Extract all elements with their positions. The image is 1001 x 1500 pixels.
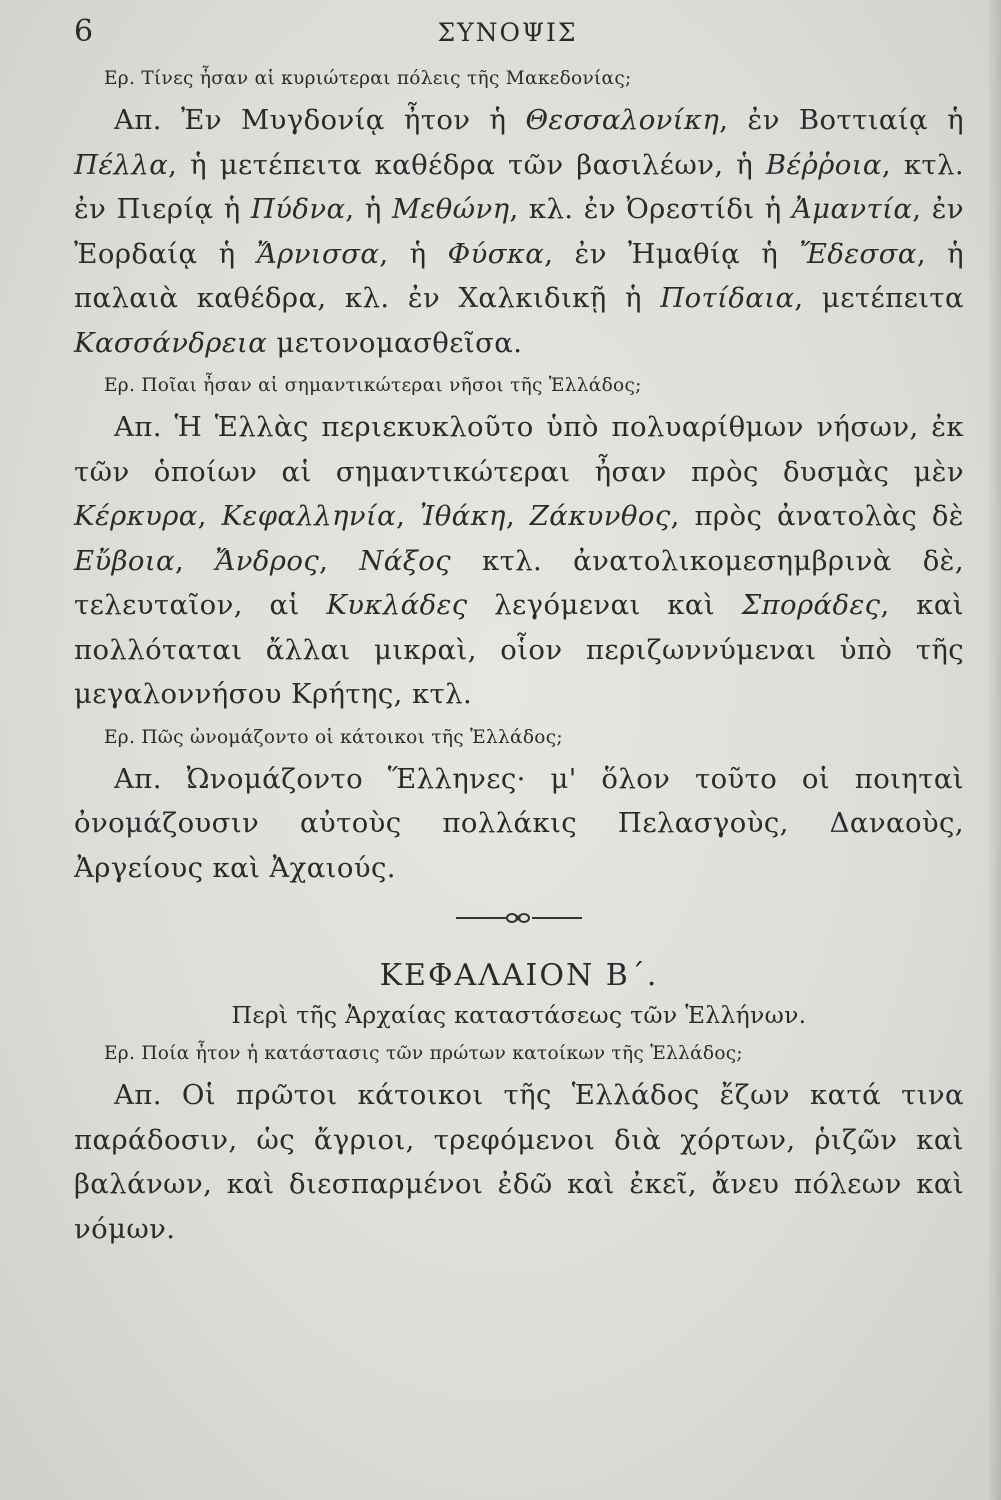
page-edge-shadow [987,0,1001,1500]
question-label: Ερ. [104,726,136,748]
answer-text: , πρὸς ἀνατολὰς δὲ [670,500,964,532]
place-name: Φύσκα [447,237,545,270]
question-text: Ποῖαι ἦσαν αἱ σημαντικώτεραι νῆσοι τῆς Ἑλλάδος; [135,375,642,396]
question-label: Ερ. [104,1043,136,1064]
place-name: Μεθώνη [391,193,510,225]
answer-text: κτλ. ἀνατολικομεσημβρινὰ δὲ, τελευταῖον, αἱ [74,544,964,621]
place-name: Ἔδεσσα [799,237,917,270]
question-label: Ερ. [104,68,136,89]
page-content [74,58,964,1257]
place-name: Κεφαλληνία [221,500,397,532]
question-label: Ερ. [104,375,136,396]
question [104,1039,964,1069]
place-name: Ἰθάκη [419,500,506,532]
question [104,723,964,753]
answer-text: , ἐν Βοττιαίᾳ ἡ [719,104,964,136]
answer [74,98,964,365]
place-name: Σποράδες [741,589,881,621]
question [104,64,964,94]
place-name: Νάξος [359,544,452,577]
page-number: 6 [74,14,94,49]
place-name: Πύδνα [250,193,346,225]
answer-text: , [505,500,530,532]
answer-text: Ὠνομάζοντο Ἕλληνες· μ' ὅλον τοῦτο οἱ ποιηταὶ ὀνομάζουσιν αὐτοὺς πολλάκις Πελασγοὺς, Δαναοὺς, Ἀργείους καὶ Ἀχαιούς. [74,762,964,884]
answer-text: , [396,500,420,532]
answer [74,757,964,891]
answer-text: Οἱ πρῶτοι κάτοικοι τῆς Ἑλλάδος ἔζων κατά τινα παράδοσιν, ὡς ἄγριοι, τρεφόμενοι διὰ χόρτων, ῥιζῶν καὶ βαλάνων, καὶ διεσπαρμένοι ἐδῶ καὶ ἐκεῖ, ἄνευ πόλεων καὶ νόμων. [74,1079,964,1245]
question-text: Ποία ἦτον ἡ κατάστασις τῶν πρώτων κατοίκων τῆς Ἑλλάδος; [135,1043,743,1064]
chapter-qa-list [74,1039,964,1251]
answer-text: , κλ. ἐν Ὀρεστίδι ἡ [509,193,792,225]
answer-text: λεγόμεναι καὶ [467,589,742,621]
answer-text: , ἐν Ἠμαθίᾳ ἡ [544,237,800,270]
answer-text: , κτλ. ἐν Πιερίᾳ ἡ [74,148,964,225]
answer [74,1073,964,1251]
place-name: Ποτίδαια [660,282,795,314]
place-name: Ἀμαντία [791,193,913,225]
answer-label: Απ. [114,1079,182,1111]
question-text: Τίνες ἦσαν αἱ κυριώτεραι πόλεις τῆς Μακεδονίας; [135,68,632,89]
running-title: ΣΥΝΟΨΙΣ [437,18,578,47]
place-name: Κέρκυρα [74,500,198,532]
answer-text: , μετέπειτα [794,282,964,314]
answer-text: , ἡ παλαιὰ καθέδρα, κλ. ἐν Χαλκιδικῇ ἡ [74,237,964,314]
answer-text: , [319,544,360,577]
chapter-title: ΚΕΦΑΛΑΙΟΝ Β΄. [379,958,659,993]
answer-label: Απ. [114,411,175,443]
ornamental-divider [454,908,584,928]
place-name: Κυκλάδες [326,589,468,621]
chapter-subtitle: Περὶ τῆς Ἀρχαίας καταστάσεως τῶν Ἑλλήνων. [231,1001,807,1029]
answer-text: , ἡ [379,237,448,270]
answer-label: Απ. [114,762,187,795]
question-text: Πῶς ὠνομάζοντο οἱ κάτοικοι τῆς Ἑλλάδος; [135,726,563,748]
answer-text: μετονομασθεῖσα. [267,326,523,359]
place-name: Εὔβοια [74,544,175,577]
answer [74,405,964,717]
answer-text: Ἐν Μυγδονίᾳ ἦτον ἡ [180,104,526,136]
place-name: Κασσάνδρεια [74,326,268,359]
place-name: Ἄνδρος [215,544,320,577]
question [104,371,964,401]
place-name: Θεσσαλονίκη [525,104,720,136]
place-name: Βέῤῥοια [765,148,882,181]
answer-label: Απ. [114,104,181,136]
answer-text: , [175,544,216,577]
section-qa-list [74,64,964,890]
answer-text: , ἐν Ἐορδαίᾳ ἡ [74,193,964,270]
answer-text: , [197,500,222,532]
place-name: Πέλλα [74,148,169,181]
answer-text: , ἡ [345,193,392,225]
page-header [74,14,941,54]
answer-text: Ἡ Ἑλλὰς περιεκυκλοῦτο ὑπὸ πολυαρίθμων νήσων, ἐκ τῶν ὁποίων αἱ σημαντικώτεραι ἦσαν πρὸς δυσμὰς μὲν [74,411,964,488]
answer-text: , καὶ πολλόταται ἄλλαι μικραὶ, οἷον περιζωννύμεναι ὑπὸ τῆς μεγαλοννήσου Κρήτης, κτλ. [74,589,964,710]
answer-text: , ἡ μετέπειτα καθέδρα τῶν βασιλέων, ἡ [168,148,766,181]
place-name: Ζάκυνθος [529,500,671,532]
place-name: Ἄρνισσα [256,237,380,270]
